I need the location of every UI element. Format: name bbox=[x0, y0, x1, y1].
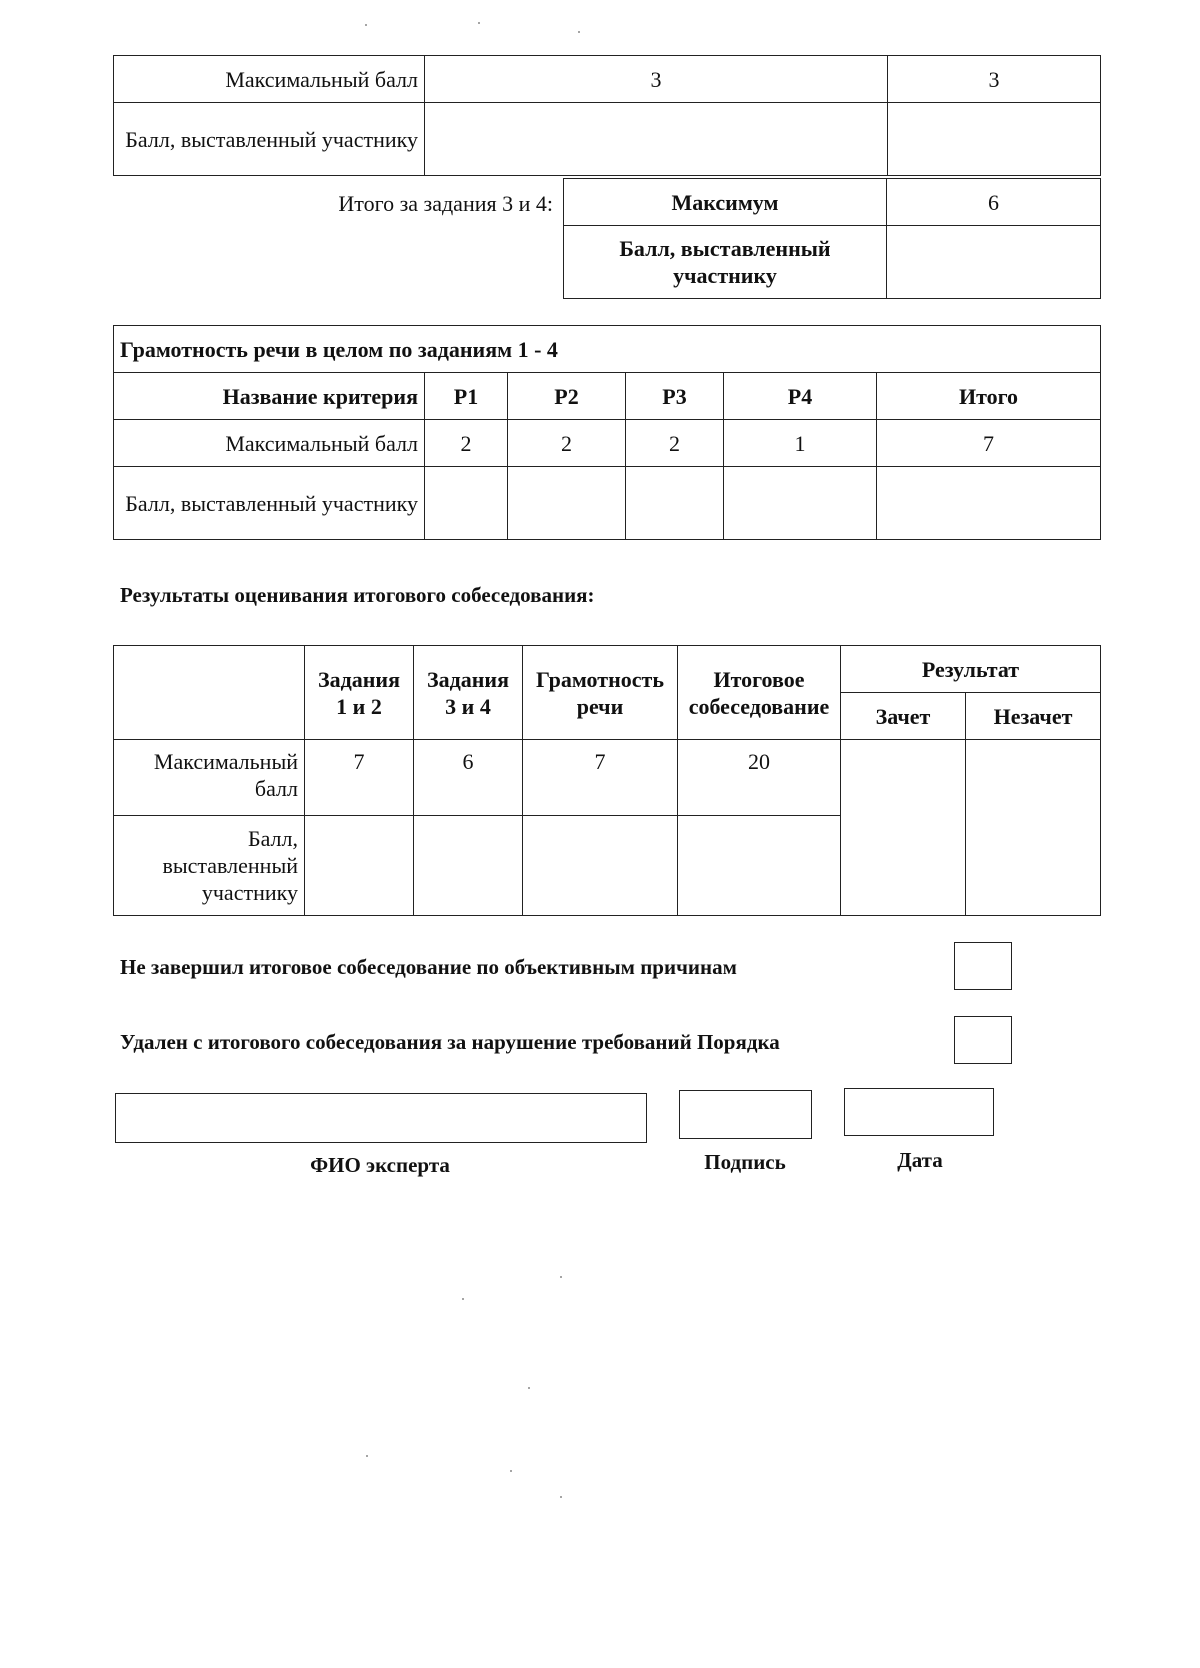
scan-speck bbox=[478, 22, 480, 24]
maximum-label: Максимум bbox=[564, 179, 887, 226]
col-header-tasks34: Задания 3 и 4 bbox=[414, 646, 523, 740]
date-label: Дата bbox=[897, 1148, 943, 1172]
results-awarded-interview[interactable] bbox=[678, 816, 841, 916]
results-max-literacy: 7 bbox=[523, 740, 678, 816]
expert-name-field[interactable] bbox=[115, 1093, 647, 1143]
awarded-score-label: Балл, выставленный участнику bbox=[114, 103, 425, 176]
literacy-max-p1: 2 bbox=[425, 420, 508, 467]
col-header-p2: Р2 bbox=[508, 373, 626, 420]
literacy-table bbox=[113, 325, 1101, 540]
removed-label: Удален с итогового собеседования за нарушение требований Порядка bbox=[120, 1030, 780, 1054]
results-awarded-label: Балл, выставленный участнику bbox=[114, 816, 305, 916]
expert-name-label: ФИО эксперта bbox=[310, 1153, 450, 1177]
results-heading: Результаты оценивания итогового собеседования: bbox=[120, 583, 595, 607]
literacy-max-p4: 1 bbox=[724, 420, 877, 467]
literacy-title: Грамотность речи в целом по заданиям 1 - 4 bbox=[114, 326, 1101, 373]
literacy-max-p2: 2 bbox=[508, 420, 626, 467]
result-fail-cell[interactable] bbox=[966, 740, 1101, 916]
col-header-p3: Р3 bbox=[626, 373, 724, 420]
col-header-result: Результат bbox=[841, 646, 1101, 693]
results-awarded-tasks12[interactable] bbox=[305, 816, 414, 916]
criterion-header: Название критерия bbox=[114, 373, 425, 420]
literacy-awarded-p1[interactable] bbox=[425, 467, 508, 540]
literacy-max-label: Максимальный балл bbox=[114, 420, 425, 467]
col-header-interview: Итоговое собеседование bbox=[678, 646, 841, 740]
results-awarded-literacy[interactable] bbox=[523, 816, 678, 916]
scan-speck bbox=[365, 24, 367, 26]
col-header-p1: Р1 bbox=[425, 373, 508, 420]
scan-speck bbox=[560, 1496, 562, 1498]
results-table bbox=[113, 645, 1101, 916]
literacy-max-total: 7 bbox=[877, 420, 1101, 467]
results-corner-cell bbox=[114, 646, 305, 740]
tasks34-score-table bbox=[113, 55, 1101, 176]
literacy-awarded-p2[interactable] bbox=[508, 467, 626, 540]
results-max-interview: 20 bbox=[678, 740, 841, 816]
result-pass-cell[interactable] bbox=[841, 740, 966, 916]
col-header-fail: Незачет bbox=[966, 693, 1101, 740]
awarded-score-task4[interactable] bbox=[888, 103, 1101, 176]
not-completed-label: Не завершил итоговое собеседование по объективным причинам bbox=[120, 955, 737, 979]
col-header-literacy: Грамотность речи bbox=[523, 646, 678, 740]
results-awarded-tasks34[interactable] bbox=[414, 816, 523, 916]
scan-speck bbox=[560, 1276, 562, 1278]
results-max-tasks12: 7 bbox=[305, 740, 414, 816]
results-max-tasks34: 6 bbox=[414, 740, 523, 816]
tasks34-total-label: Итого за задания 3 и 4: bbox=[338, 191, 553, 216]
col-header-tasks12: Задания 1 и 2 bbox=[305, 646, 414, 740]
literacy-awarded-label: Балл, выставленный участнику bbox=[114, 467, 425, 540]
signature-field[interactable] bbox=[679, 1090, 812, 1139]
scan-speck bbox=[366, 1455, 368, 1457]
literacy-awarded-total[interactable] bbox=[877, 467, 1101, 540]
scan-speck bbox=[462, 1298, 464, 1300]
literacy-awarded-p3[interactable] bbox=[626, 467, 724, 540]
removed-checkbox[interactable] bbox=[954, 1016, 1012, 1064]
not-completed-checkbox[interactable] bbox=[954, 942, 1012, 990]
col-header-p4: Р4 bbox=[724, 373, 877, 420]
scan-speck bbox=[528, 1387, 530, 1389]
literacy-awarded-p4[interactable] bbox=[724, 467, 877, 540]
date-field[interactable] bbox=[844, 1088, 994, 1136]
max-score-task3: 3 bbox=[425, 56, 888, 103]
scan-speck bbox=[510, 1470, 512, 1472]
awarded-score-task3[interactable] bbox=[425, 103, 888, 176]
tasks34-total-table bbox=[563, 178, 1101, 299]
literacy-max-p3: 2 bbox=[626, 420, 724, 467]
maximum-value: 6 bbox=[887, 179, 1101, 226]
col-header-total: Итого bbox=[877, 373, 1101, 420]
results-max-label: Максимальный балл bbox=[114, 740, 305, 816]
total-awarded-value[interactable] bbox=[887, 226, 1101, 299]
max-score-label: Максимальный балл bbox=[114, 56, 425, 103]
total-awarded-label: Балл, выставленный участнику bbox=[564, 226, 887, 299]
signature-label: Подпись bbox=[704, 1150, 786, 1174]
max-score-task4: 3 bbox=[888, 56, 1101, 103]
scan-speck bbox=[578, 31, 580, 33]
col-header-pass: Зачет bbox=[841, 693, 966, 740]
